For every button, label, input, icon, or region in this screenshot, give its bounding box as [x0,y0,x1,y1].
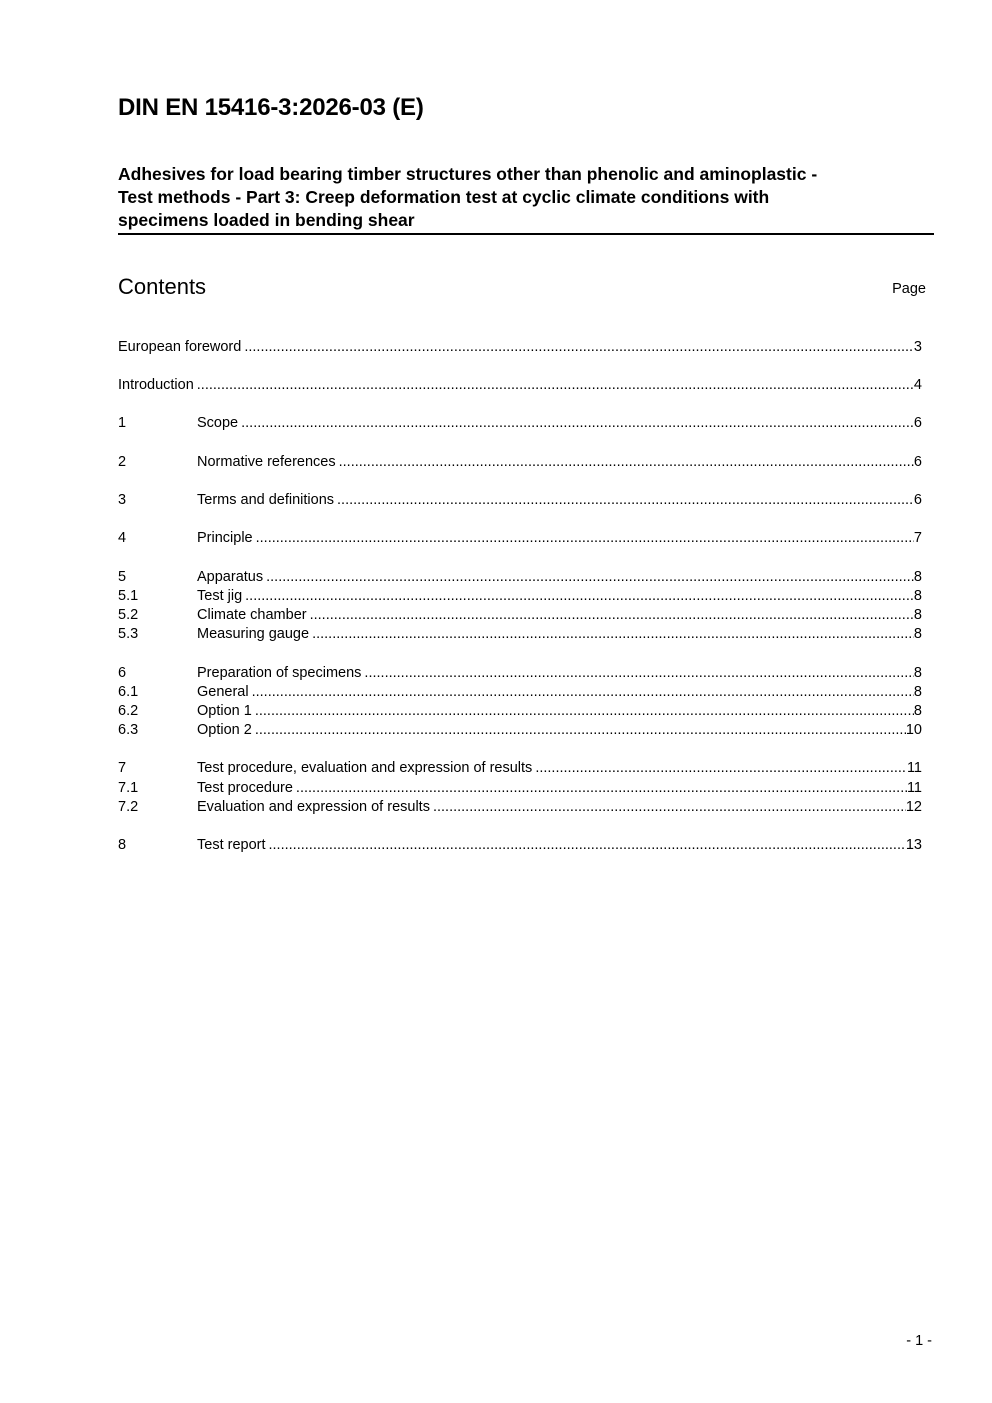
toc-entry[interactable] [118,338,922,357]
toc-entry[interactable] [118,587,922,606]
toc-entry-title: Option 1 [197,703,252,719]
toc-dot-leader [337,491,914,510]
toc-entry-number: 5 [118,569,127,585]
toc-entry-page: 8 [913,569,922,585]
toc-entry[interactable] [118,759,922,778]
toc-dot-leader [296,779,907,798]
toc-entry-title: Introduction [118,377,194,393]
toc-dot-leader [433,798,906,817]
document-id: DIN EN 15416-3:2026-03 (E) [118,94,424,121]
toc-entry[interactable] [118,798,922,817]
toc-entry-page: 7 [913,530,922,546]
toc-dot-leader [255,702,914,721]
contents-heading: Contents [118,274,207,299]
toc-entry-page: 8 [913,703,922,719]
toc-entry-page: 11 [906,780,922,796]
toc-entry-number: 7.2 [118,799,139,815]
toc-entry-title: Preparation of specimens [197,665,362,681]
toc-dot-leader [245,587,914,606]
toc-entry-page: 6 [913,415,922,431]
toc-entry-title: Scope [197,415,239,431]
toc-entry[interactable] [118,625,922,644]
toc-dot-leader [197,376,914,395]
toc-entry-number: 7.1 [118,780,139,796]
toc-entry-page: 3 [913,339,922,355]
toc-entry-page: 12 [905,799,922,815]
toc-entry-number: 7 [118,760,127,776]
toc-dot-leader [269,836,906,855]
toc-entry[interactable] [118,568,922,587]
toc-entry-title: Test jig [197,588,243,604]
toc-entry-page: 10 [905,722,922,738]
toc-entry-number: 5.1 [118,588,139,604]
toc-entry[interactable] [118,414,922,433]
toc-dot-leader [364,664,914,683]
toc-dot-leader [255,721,906,740]
toc-entry-title: Terms and definitions [197,492,335,508]
document-title-line: Test methods - Part 3: Creep deformation test at cyclic climate conditions with [118,187,770,207]
toc-dot-leader [244,338,914,357]
toc-entry-page: 6 [913,492,922,508]
toc-entry[interactable] [118,779,922,798]
toc-entry-title: Climate chamber [197,607,307,623]
toc-entry-number: 6.1 [118,684,139,700]
toc-dot-leader [535,759,907,778]
toc-entry-number: 2 [118,454,127,470]
toc-dot-leader [312,625,914,644]
title-rule [118,233,934,235]
toc-entry-title: European foreword [118,339,242,355]
toc-entry-number: 4 [118,530,127,546]
toc-entry-page: 8 [913,588,922,604]
toc-dot-leader [256,529,914,548]
toc-entry-page: 8 [913,665,922,681]
toc-entry[interactable] [118,664,922,683]
toc-dot-leader [339,453,914,472]
toc-entry-number: 6.3 [118,722,139,738]
toc-dot-leader [241,414,914,433]
toc-dot-leader [252,683,914,702]
toc-entry[interactable] [118,721,922,740]
toc-entry[interactable] [118,529,922,548]
toc-entry-page: 6 [913,454,922,470]
toc-entry-number: 6.2 [118,703,139,719]
page-number: - 1 - [906,1333,932,1349]
toc-entry-title: Option 2 [197,722,252,738]
toc-entry[interactable] [118,453,922,472]
toc-entry[interactable] [118,702,922,721]
toc-entry-number: 5.2 [118,607,139,623]
toc-entry-title: Test procedure [197,780,293,796]
toc-entry-title: Principle [197,530,253,546]
toc-entry[interactable] [118,606,922,625]
toc-entry[interactable] [118,836,922,855]
toc-dot-leader [266,568,914,587]
toc-entry[interactable] [118,491,922,510]
toc-entry-number: 3 [118,492,127,508]
toc-entry-page: 11 [906,760,922,776]
toc-entry-number: 5.3 [118,626,139,642]
toc-entry-title: General [197,684,249,700]
toc-dot-leader [310,606,914,625]
toc-entry-page: 8 [913,607,922,623]
toc-entry-number: 8 [118,837,127,853]
toc-entry[interactable] [118,683,922,702]
document-title-line: specimens loaded in bending shear [118,210,415,230]
toc-entry-number: 1 [118,415,127,431]
toc-entry-page: 8 [913,684,922,700]
toc-entry-title: Normative references [197,454,336,470]
toc-entry[interactable] [118,376,922,395]
toc-entry-title: Test procedure, evaluation and expression of results [197,760,533,776]
document-title [118,163,933,232]
toc-entry-title: Evaluation and expression of results [197,799,430,815]
toc-entry-title: Test report [197,837,266,853]
toc-entry-title: Apparatus [197,569,264,585]
toc-entry-title: Measuring gauge [197,626,310,642]
page-column-label: Page [892,281,926,297]
toc-entry-page: 8 [913,626,922,642]
toc-entry-number: 6 [118,665,127,681]
document-title-line: Adhesives for load bearing timber structures other than phenolic and aminoplastic - [118,164,818,184]
toc-entry-page: 4 [913,377,922,393]
toc-entry-page: 13 [905,837,922,853]
